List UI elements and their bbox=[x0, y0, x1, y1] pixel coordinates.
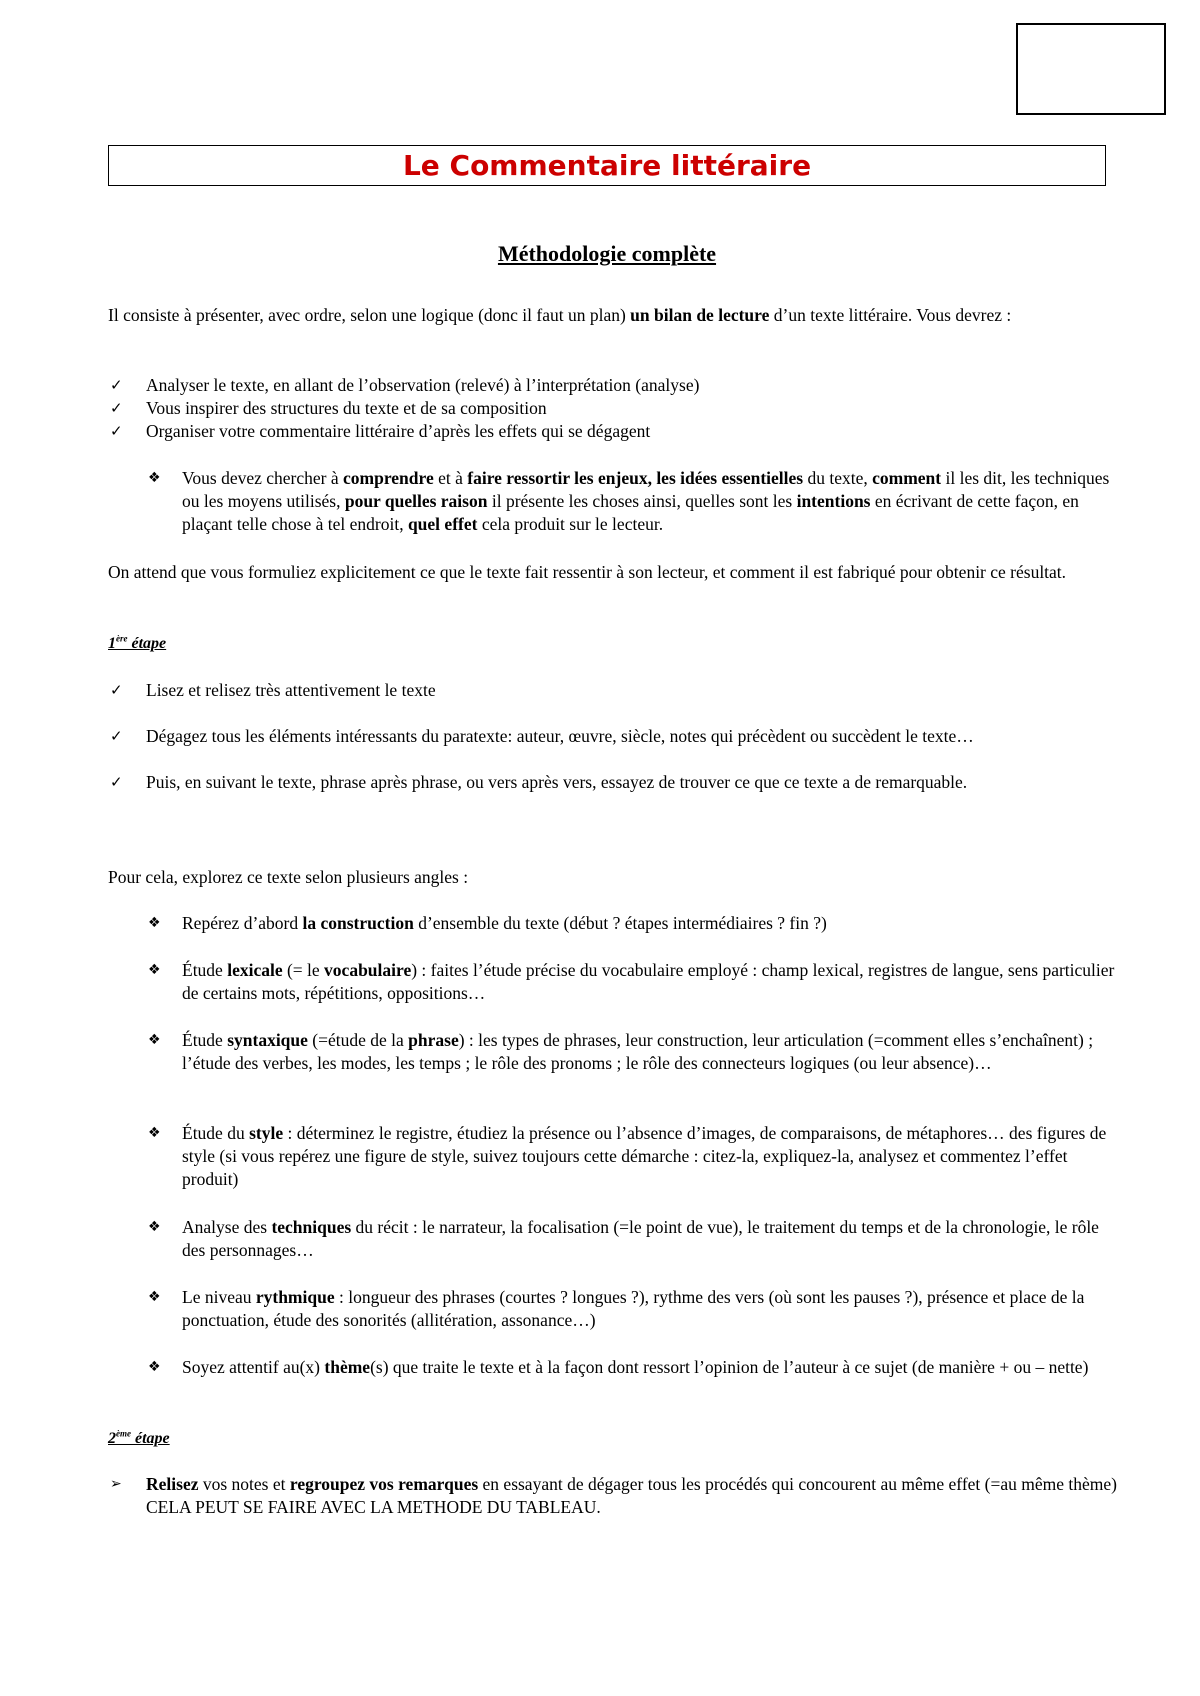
checkmark-icon: ✓ bbox=[110, 422, 123, 440]
step-1-heading: 1ère étape bbox=[108, 633, 167, 652]
diamond-bullet-icon: ❖ bbox=[148, 1359, 161, 1375]
list-item: ✓ Puis, en suivant le texte, phrase après phrase, ou vers après vers, essayez de trouver ce que ce texte a de remarquable. bbox=[110, 772, 968, 792]
intro-text-end: d’un texte littéraire. Vous devrez : bbox=[769, 305, 1012, 325]
angle-techniques: ❖ Analyse des techniques du récit : le narrateur, la focalisation (=le point de vue), le traitement du temps et de la chronologie, le rôle des personnages… bbox=[148, 1217, 1099, 1260]
key-point: ❖ Vous devez chercher à comprendre et à faire ressortir les enjeux, les idées essentielles du texte, comment il les dit, les techniques ou les moyens utilisés, pour quelles raison il présente les choses ainsi, quelles sont les intentions en écrivant de cette façon, en plaçant telle chose à tel endroit, quel effet cela produit sur le lecteur. bbox=[148, 468, 1110, 534]
angle-lexical: ❖ Étude lexicale (= le vocabulaire) : faites l’étude précise du vocabulaire employé : champ lexical, registres de langue, sens particulier de certains mots, répétitions, oppositions… bbox=[148, 960, 1115, 1003]
angle-theme: ❖ Soyez attentif au(x) thème(s) que traite le texte et à la façon dont ressort l’opinion de l’auteur à ce sujet (de manière + ou – nette) bbox=[148, 1357, 1089, 1377]
diamond-bullet-icon: ❖ bbox=[148, 470, 161, 486]
list-item: ✓ Vous inspirer des structures du texte et de sa composition bbox=[110, 398, 547, 418]
intro-text: Il consiste à présenter, avec ordre, selon une logique (donc il faut un plan) bbox=[108, 305, 631, 325]
list-item: ✓ Organiser votre commentaire littéraire d’après les effets qui se dégagent bbox=[110, 421, 651, 441]
final-instruction: ➢ Relisez vos notes et regroupez vos remarques en essayant de dégager tous les procédés qui concourent au même effet (=au même thème) CELA PEUT SE FAIRE AVEC LA METHODE DU TABLEAU. bbox=[110, 1474, 1117, 1517]
angle-construction: ❖ Repérez d’abord la construction d’ensemble du texte (début ? étapes intermédiaires ? fin ?) bbox=[148, 913, 827, 933]
intro-bold: un bilan de lecture bbox=[630, 305, 770, 325]
diamond-bullet-icon: ❖ bbox=[148, 962, 161, 978]
angle-syntax: ❖ Étude syntaxique (=étude de la phrase) : les types de phrases, leur construction, leur articulation (=comment elles s’enchaînent) ; l’étude des verbes, les modes, les temps ; le rôle des pronoms ; le rôle des connecteurs logiques (ou leur absence)… bbox=[148, 1030, 1094, 1073]
diamond-bullet-icon: ❖ bbox=[148, 1125, 161, 1141]
angle-rhythm: ❖ Le niveau rythmique : longueur des phrases (courtes ? longues ?), rythme des vers (où sont les pauses ?), présence et place de la ponctuation, étude des sonorités (allitération, assonance…) bbox=[148, 1287, 1085, 1330]
checkmark-icon: ✓ bbox=[110, 727, 123, 745]
diamond-bullet-icon: ❖ bbox=[148, 1032, 161, 1048]
diamond-bullet-icon: ❖ bbox=[148, 915, 161, 931]
arrowhead-bullet-icon: ➢ bbox=[110, 1476, 122, 1492]
intro-paragraph bbox=[108, 304, 1103, 327]
angle-style: ❖ Étude du style : déterminez le registre, étudiez la présence ou l’absence d’images, de comparaisons, de métaphores… des figures de style (si vous repérez une figure de style, suivez toujours cette démarche : citez-la, expliquez-la, analysez et commentez l’effet produit) bbox=[148, 1123, 1107, 1189]
checkmark-icon: ✓ bbox=[110, 376, 123, 394]
document-title: Le Commentaire littéraire bbox=[402, 148, 812, 182]
intro-checklist bbox=[110, 374, 1110, 443]
checkmark-icon: ✓ bbox=[110, 681, 123, 699]
expectation-paragraph: On attend que vous formuliez explicitement ce que le texte fait ressentir à son lecteur, et comment il est fabriqué pour obtenir ce résultat. bbox=[108, 562, 1067, 582]
list-item: ✓ Analyser le texte, en allant de l’observation (relevé) à l’interprétation (analyse) bbox=[110, 375, 700, 395]
list-item: ✓ Dégagez tous les éléments intéressants du paratexte: auteur, œuvre, siècle, notes qui précèdent ou succèdent le texte… bbox=[110, 726, 974, 746]
empty-corner-box bbox=[1016, 23, 1166, 115]
diamond-bullet-icon: ❖ bbox=[148, 1219, 161, 1235]
step-1-checklist bbox=[110, 679, 1110, 794]
checkmark-icon: ✓ bbox=[110, 399, 123, 417]
list-item: ✓ Lisez et relisez très attentivement le texte bbox=[110, 680, 436, 700]
document-subtitle: Méthodologie complète bbox=[497, 241, 717, 266]
angles-intro: Pour cela, explorez ce texte selon plusieurs angles : bbox=[108, 867, 469, 887]
checkmark-icon: ✓ bbox=[110, 773, 123, 791]
title-frame bbox=[108, 145, 1106, 186]
diamond-bullet-icon: ❖ bbox=[148, 1289, 161, 1305]
step-2-heading: 2ème étape bbox=[108, 1428, 170, 1447]
